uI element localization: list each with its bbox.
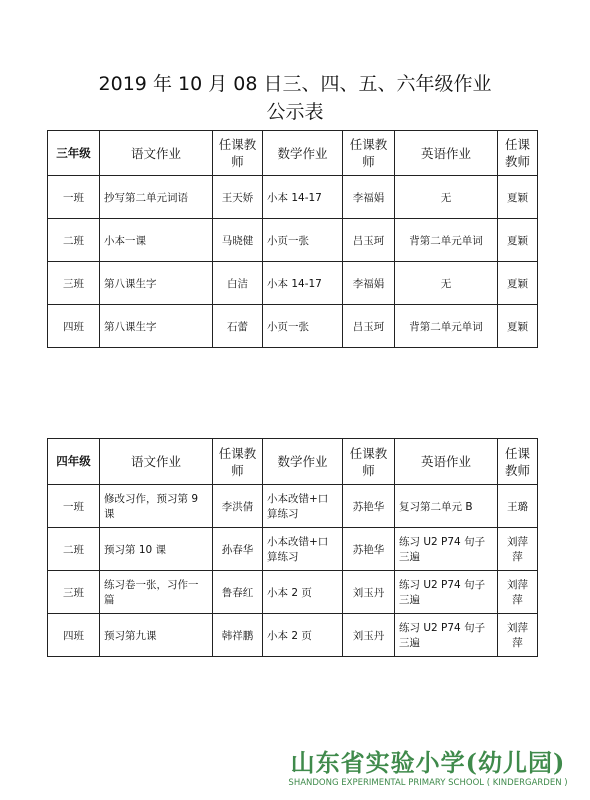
header-teacher: 任课教师	[498, 439, 538, 485]
chinese-homework-cell: 练习卷一张，习作一篇	[100, 571, 213, 614]
teacher-cell: 鲁春红	[213, 571, 263, 614]
class-cell: 三班	[48, 262, 100, 305]
header-math: 数学作业	[263, 439, 343, 485]
header-english: 英语作业	[395, 439, 498, 485]
math-homework-cell: 小页一张	[263, 305, 343, 348]
class-cell: 二班	[48, 528, 100, 571]
teacher-cell: 王璐	[498, 485, 538, 528]
math-homework-cell: 小本 2 页	[263, 571, 343, 614]
chinese-homework-cell: 修改习作，预习第 9 课	[100, 485, 213, 528]
math-homework-cell: 小本 14-17	[263, 176, 343, 219]
chinese-homework-cell: 预习第九课	[100, 614, 213, 657]
teacher-cell: 吕玉珂	[343, 219, 395, 262]
table-header-row	[48, 439, 538, 485]
teacher-cell: 李福娟	[343, 262, 395, 305]
header-teacher: 任课教师	[213, 439, 263, 485]
table-row	[48, 571, 538, 614]
teacher-cell: 韩祥鹏	[213, 614, 263, 657]
teacher-cell: 孙春华	[213, 528, 263, 571]
header-chinese: 语文作业	[100, 131, 213, 176]
teacher-cell: 李福娟	[343, 176, 395, 219]
chinese-homework-cell: 抄写第二单元词语	[100, 176, 213, 219]
school-name-english: SHANDONG EXPERIMENTAL PRIMARY SCHOOL ( KINDERGARDEN )	[288, 778, 568, 788]
english-homework-cell: 背第二单元单词	[395, 219, 498, 262]
math-homework-cell: 小本改错+口算练习	[263, 528, 343, 571]
header-teacher: 任课教师	[213, 131, 263, 176]
table-header-row	[48, 131, 538, 176]
english-homework-cell: 无	[395, 262, 498, 305]
table-row	[48, 219, 538, 262]
teacher-cell: 马晓健	[213, 219, 263, 262]
teacher-cell: 苏艳华	[343, 485, 395, 528]
school-logo	[278, 748, 578, 789]
table-row	[48, 485, 538, 528]
table-row	[48, 262, 538, 305]
teacher-cell: 刘玉丹	[343, 571, 395, 614]
class-cell: 四班	[48, 614, 100, 657]
math-homework-cell: 小本 14-17	[263, 262, 343, 305]
english-homework-cell: 练习 U2 P74 句子三遍	[395, 571, 498, 614]
header-english: 英语作业	[395, 131, 498, 176]
teacher-cell: 刘萍萍	[498, 528, 538, 571]
class-cell: 四班	[48, 305, 100, 348]
grade4-homework-table	[47, 438, 538, 657]
title-line-2: 公示表	[266, 101, 324, 123]
teacher-cell: 刘萍萍	[498, 571, 538, 614]
teacher-cell: 石蕾	[213, 305, 263, 348]
header-teacher: 任课教师	[343, 439, 395, 485]
chinese-homework-cell: 第八课生字	[100, 305, 213, 348]
table-row	[48, 528, 538, 571]
english-homework-cell: 练习 U2 P74 句子三遍	[395, 528, 498, 571]
teacher-cell: 王天娇	[213, 176, 263, 219]
teacher-cell: 苏艳华	[343, 528, 395, 571]
chinese-homework-cell: 小本一课	[100, 219, 213, 262]
math-homework-cell: 小本 2 页	[263, 614, 343, 657]
chinese-homework-cell: 预习第 10 课	[100, 528, 213, 571]
table-row	[48, 614, 538, 657]
teacher-cell: 白洁	[213, 262, 263, 305]
teacher-cell: 夏颖	[498, 176, 538, 219]
class-cell: 二班	[48, 219, 100, 262]
school-name-chinese: 山东省实验小学(幼儿园)	[290, 748, 566, 777]
header-chinese: 语文作业	[100, 439, 213, 485]
grade3-homework-table	[47, 130, 538, 348]
teacher-cell: 夏颖	[498, 262, 538, 305]
header-teacher: 任课教师	[498, 131, 538, 176]
english-homework-cell: 复习第二单元 B	[395, 485, 498, 528]
grade-label: 三年级	[48, 131, 100, 176]
page-title	[0, 70, 590, 126]
english-homework-cell: 背第二单元单词	[395, 305, 498, 348]
english-homework-cell: 练习 U2 P74 句子三遍	[395, 614, 498, 657]
teacher-cell: 夏颖	[498, 219, 538, 262]
header-math: 数学作业	[263, 131, 343, 176]
teacher-cell: 刘萍萍	[498, 614, 538, 657]
title-line-1: 2019 年 10 月 08 日三、四、五、六年级作业	[98, 73, 492, 95]
class-cell: 一班	[48, 176, 100, 219]
teacher-cell: 刘玉丹	[343, 614, 395, 657]
class-cell: 一班	[48, 485, 100, 528]
table-row	[48, 176, 538, 219]
chinese-homework-cell: 第八课生字	[100, 262, 213, 305]
math-homework-cell: 小本改错+口算练习	[263, 485, 343, 528]
grade-label: 四年级	[48, 439, 100, 485]
header-teacher: 任课教师	[343, 131, 395, 176]
teacher-cell: 吕玉珂	[343, 305, 395, 348]
math-homework-cell: 小页一张	[263, 219, 343, 262]
teacher-cell: 夏颖	[498, 305, 538, 348]
teacher-cell: 李洪倩	[213, 485, 263, 528]
english-homework-cell: 无	[395, 176, 498, 219]
class-cell: 三班	[48, 571, 100, 614]
table-row	[48, 305, 538, 348]
